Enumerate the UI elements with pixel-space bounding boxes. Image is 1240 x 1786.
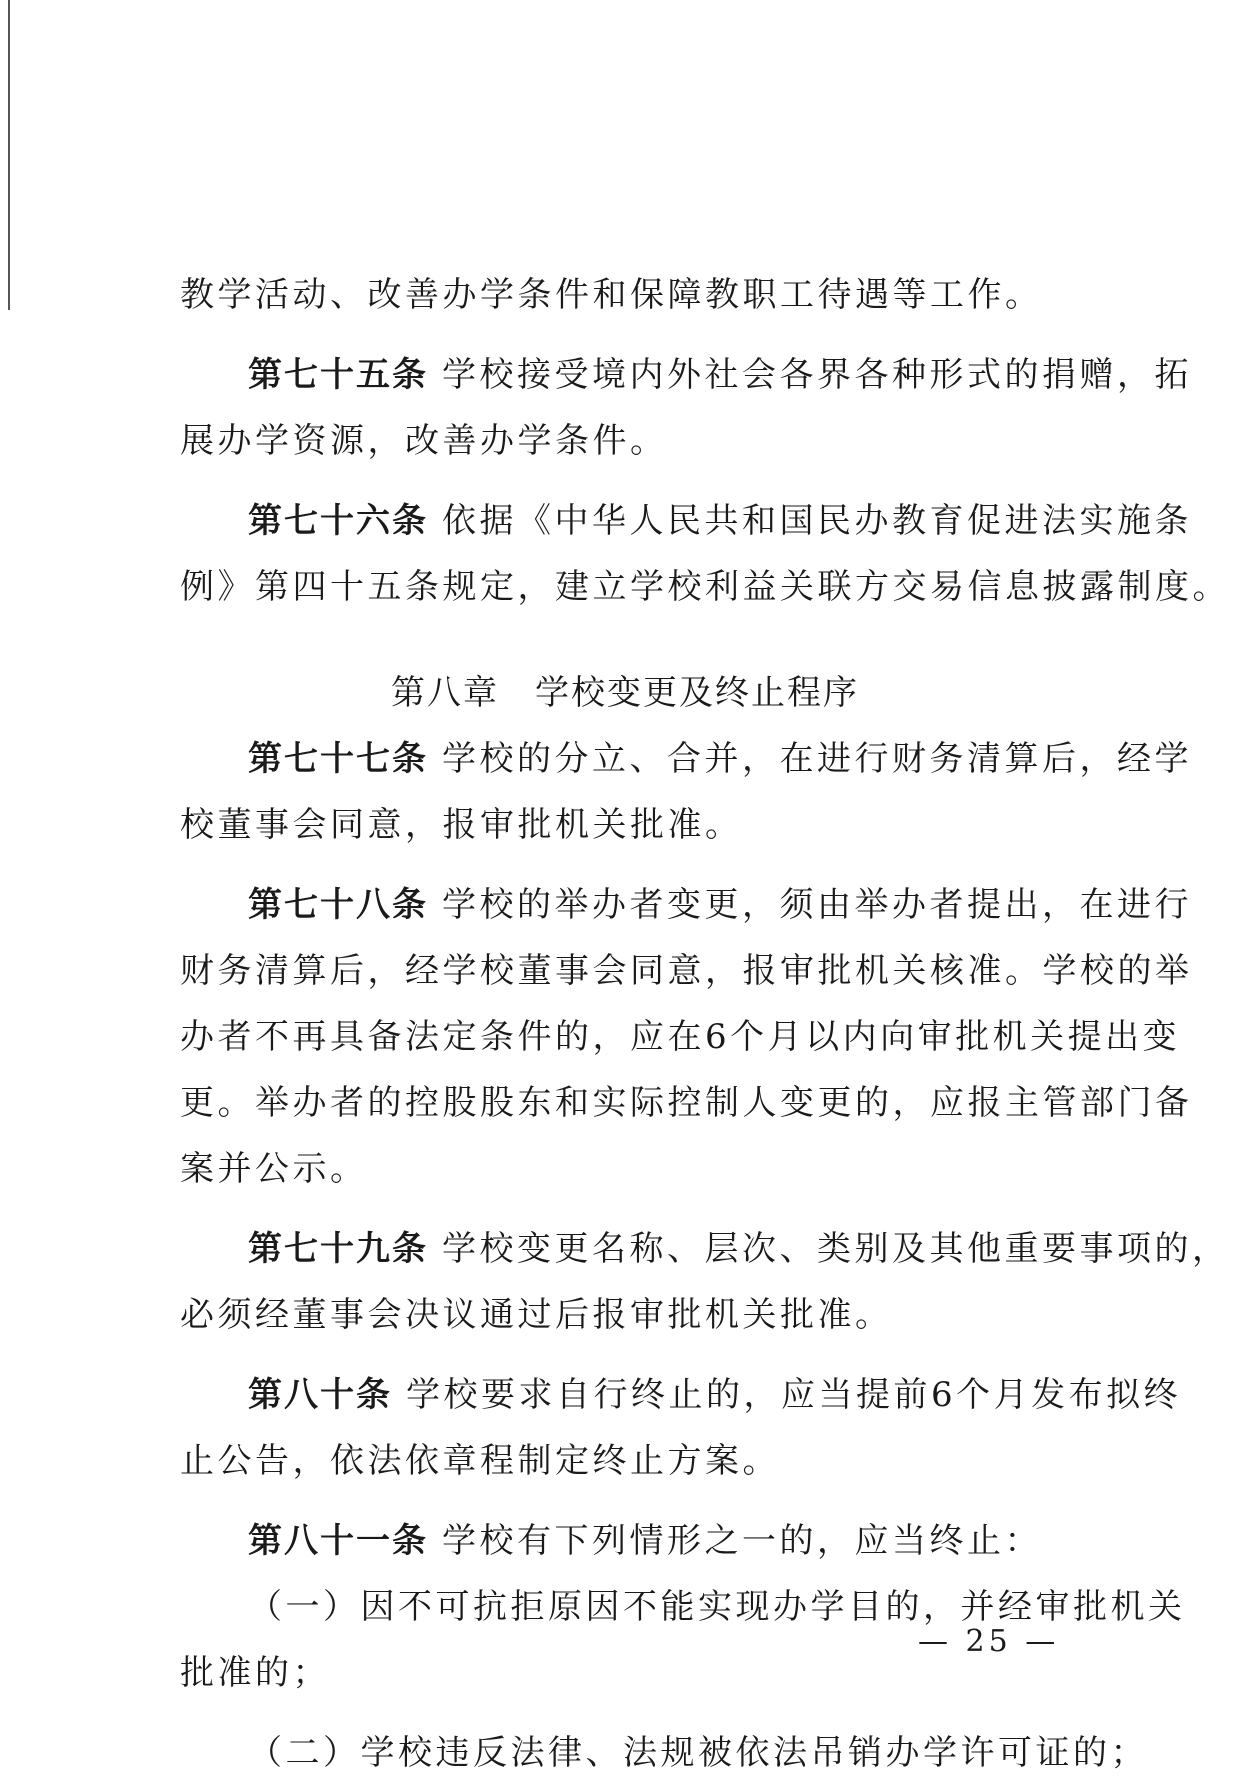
paragraph-continuation: 教学活动、改善办学条件和保障教职工待遇等工作。: [180, 275, 1043, 315]
article-heading: 第七十九条: [248, 1229, 428, 1269]
article-text-line: 办者不再具备法定条件的，应在6个月以内向审批机关提出变: [180, 1017, 1181, 1057]
list-item-2: （二）学校违反法律、法规被依法吊销办学许可证的；: [248, 1733, 1148, 1773]
article-heading: 第七十五条: [248, 355, 428, 395]
document-body: [180, 262, 1230, 1786]
article-text: 学校的分立、合并，在进行财务清算后，经学: [442, 739, 1192, 779]
article-text-line: 案并公示。: [180, 1149, 368, 1189]
article-78: [180, 872, 1193, 1202]
scan-edge-line: [8, 0, 10, 310]
article-heading: 第七十八条: [248, 885, 428, 925]
article-77: [180, 726, 1192, 858]
article-79: [180, 1216, 1230, 1348]
article-text-line: 财务清算后，经学校董事会同意，报审批机关核准。学校的举: [180, 951, 1193, 991]
article-text: 学校的举办者变更，须由举办者提出，在进行: [442, 885, 1192, 925]
article-text: 学校要求自行终止的，应当提前6个月发布拟终: [406, 1375, 1182, 1415]
article-text: 依据《中华人民共和国民办教育促进法实施条: [442, 501, 1192, 541]
article-text-line: 更。举办者的控股股东和实际控制人变更的，应报主管部门备: [180, 1083, 1193, 1123]
article-text: 学校变更名称、层次、类别及其他重要事项的，: [442, 1229, 1230, 1269]
article-heading: 第八十一条: [248, 1521, 428, 1561]
page-number: — 25 —: [918, 1624, 1060, 1659]
article-text-line: 展办学资源，改善办学条件。: [180, 421, 668, 461]
article-text-line: 例》第四十五条规定，建立学校利益关联方交易信息披露制度。: [180, 567, 1230, 607]
article-text: 学校接受境内外社会各界各种形式的捐赠，拓: [442, 355, 1192, 395]
list-item-1: （一）因不可抗拒原因不能实现办学目的，并经审批机关: [248, 1587, 1186, 1627]
article-text-line: 校董事会同意，报审批机关批准。: [180, 805, 743, 845]
list-item-1-continuation: 批准的；: [180, 1653, 330, 1693]
article-text: 学校有下列情形之一的，应当终止：: [442, 1521, 1042, 1561]
article-heading: 第七十七条: [248, 739, 428, 779]
article-heading: 第八十条: [248, 1375, 392, 1415]
article-75: [180, 342, 1192, 474]
article-text-line: 止公告，依法依章程制定终止方案。: [180, 1441, 780, 1481]
article-heading: 第七十六条: [248, 501, 428, 541]
article-text-line: 必须经董事会决议通过后报审批机关批准。: [180, 1295, 893, 1335]
chapter-heading: 第八章 学校变更及终止程序: [391, 673, 859, 713]
article-76: [180, 488, 1230, 620]
article-80: [180, 1362, 1182, 1494]
